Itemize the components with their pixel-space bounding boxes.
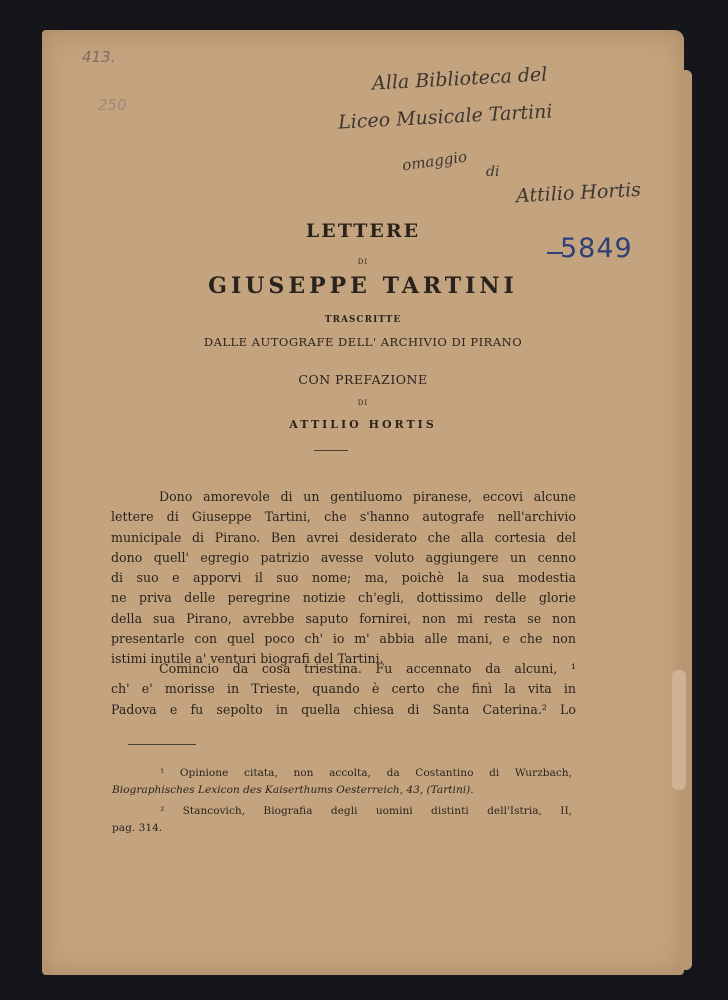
text-line: Comincio da cosa triestina. Fu accennato da alcuni, ¹ (159, 661, 576, 676)
handwritten-signature: Attilio Hortis (515, 178, 642, 208)
handwriting-line-1: Alla Biblioteca del (371, 63, 548, 95)
footnote-rule (128, 744, 196, 745)
title-rule (314, 450, 348, 451)
footnote-1 (112, 765, 572, 799)
paper-edge (682, 70, 692, 970)
text-line: municipale di Pirano. Ben avrei desiderato che alla cortesia del (111, 529, 576, 545)
subtitle-source: DALLE AUTOGRAFE DELL' ARCHIVIO DI PIRANO (203, 335, 523, 349)
author-di: DI (357, 399, 369, 407)
text-line: presentarle con quel poco ch' io m' abbia alle mani, e che non (111, 631, 576, 647)
paragraph-2 (111, 659, 576, 720)
pencil-mark-413: 413. (82, 48, 116, 66)
text-line: ne priva delle peregrine notizie ch'egli, dottissimo delle glorie (111, 590, 576, 606)
title-name: GIUSEPPE TARTINI (208, 273, 518, 299)
text-line: della sua Pirano, avrebbe saputo fornirei, non mi resta se non (111, 610, 576, 626)
title-lettere: LETTERE (305, 220, 421, 242)
text-line: istimi inutile a' venturi biografi del Tartini. (111, 651, 384, 667)
title-di: DI (357, 258, 369, 266)
text-line: Padova e fu sepolto in quella chiesa di Santa Caterina.² Lo (111, 701, 576, 717)
subtitle-preface: CON PREFAZIONE (298, 372, 428, 387)
paper-tear (672, 670, 686, 790)
footnote-2 (112, 803, 572, 837)
footnote-line: ¹ Opinione citata, non accolta, da Costantino di Wurzbach, (160, 767, 572, 779)
inventory-stamp-number: 5849 (560, 233, 633, 264)
pencil-mark-250: 250 (98, 96, 127, 114)
handwriting-line-3: omaggio (401, 147, 469, 175)
subtitle-trascritte: TRASCRITTE (324, 315, 402, 325)
handwriting-line-4: di (486, 164, 500, 180)
document-page (42, 30, 684, 975)
text-line: lettere di Giuseppe Tartini, che s'hanno autografe nell'archivio (111, 509, 576, 525)
footnote-line: pag. 314. (112, 822, 163, 834)
text-line: ch' e' morisse in Trieste, quando è certo che finì la vita in (111, 681, 576, 697)
text-line: di suo e apporvi il suo nome; ma, poichè la sua modestia (111, 570, 576, 586)
author-name: ATTILIO HORTIS (289, 418, 437, 431)
footnote-line: Biographisches Lexicon des Kaiserthums Oesterreich, 43, (Tartini). (112, 784, 474, 796)
paragraph-1 (111, 487, 576, 670)
footnote-line: ² Stancovich, Biografia degli uomini distinti dell'Istria, II, (160, 805, 572, 817)
text-line: Dono amorevole di un gentiluomo piranese, eccovi alcune (159, 489, 576, 504)
handwriting-line-2: Liceo Musicale Tartini (337, 100, 553, 134)
text-line: dono quell' egregio patrizio avesse voluto aggiungere un cenno (111, 549, 576, 565)
